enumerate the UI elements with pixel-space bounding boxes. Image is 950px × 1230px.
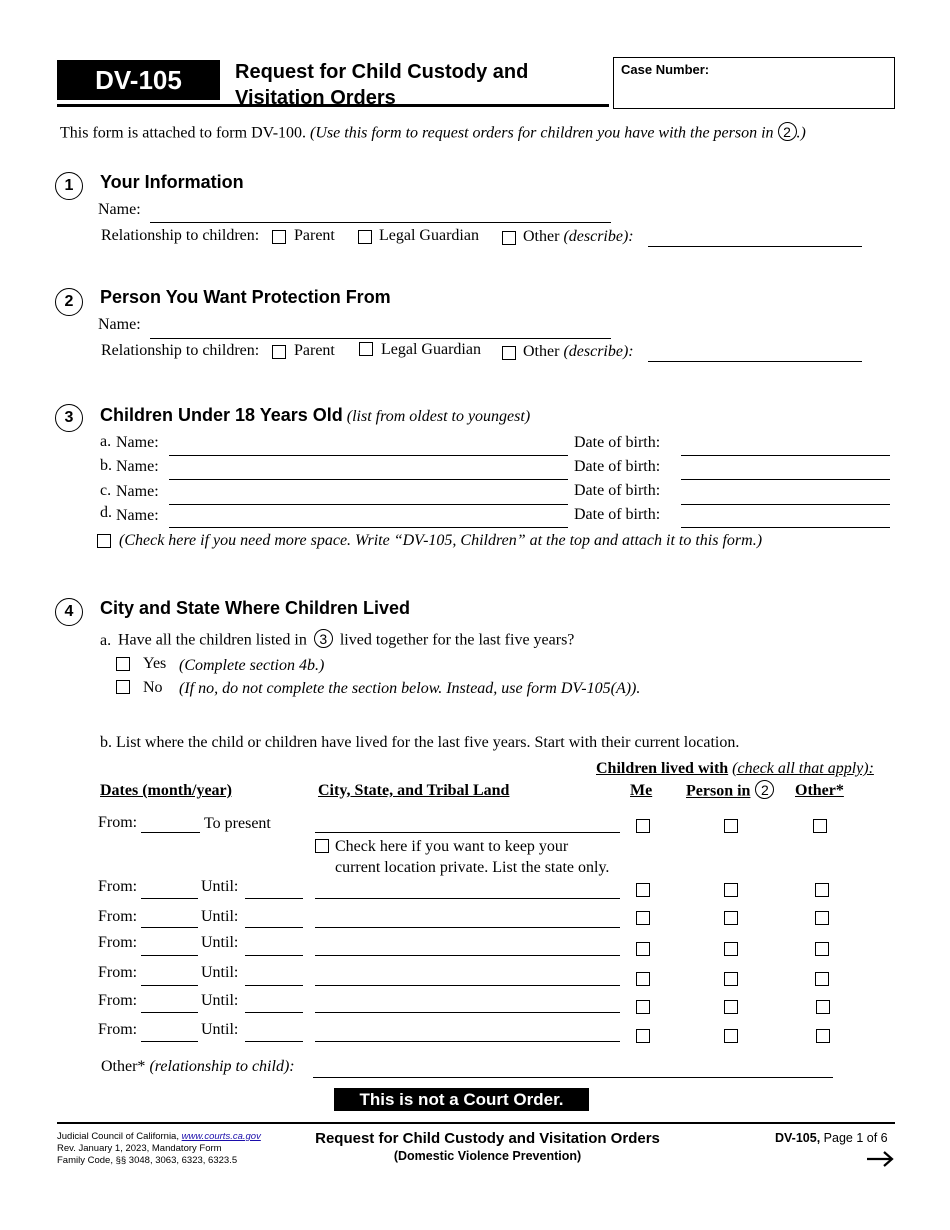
private-line-1: Check here if you want to keep your — [335, 838, 569, 855]
children-lived-with: Children lived with — [596, 760, 729, 777]
until-label: Until: — [201, 992, 239, 1009]
footer-rule — [57, 1122, 895, 1124]
col-dates-header: Dates (month/year) — [100, 782, 232, 799]
child-dob-field[interactable] — [681, 479, 890, 480]
until-field[interactable] — [245, 1012, 303, 1013]
page-title — [235, 59, 528, 111]
next-page-arrow-icon[interactable] — [866, 1149, 896, 1169]
me-checkbox[interactable] — [636, 911, 650, 925]
s1-other-checkbox[interactable] — [502, 231, 516, 245]
city-field[interactable] — [315, 955, 620, 956]
col-person-text: Person in — [686, 782, 751, 800]
child-name-field[interactable] — [169, 504, 568, 505]
person-checkbox[interactable] — [724, 942, 738, 956]
check-all-hint: (check all that apply): — [732, 760, 874, 777]
other-checkbox[interactable] — [815, 972, 829, 986]
intro-note: (Use this form to request orders for children you have with the person in — [310, 124, 774, 142]
intro-main: This form is attached to form DV-100. — [60, 124, 307, 142]
yes-checkbox[interactable] — [116, 657, 130, 671]
s4a-question — [118, 629, 574, 650]
person-checkbox[interactable] — [724, 883, 738, 897]
other-checkbox[interactable] — [813, 819, 827, 833]
s2-parent-checkbox[interactable] — [272, 345, 286, 359]
s4a-question-end: lived together for the last five years? — [339, 631, 575, 649]
section-4-number: 4 — [55, 598, 83, 626]
s2-other-checkbox[interactable] — [502, 346, 516, 360]
s4a-letter: a. — [100, 632, 112, 649]
s1-other-label — [523, 228, 634, 246]
s2-name-field[interactable] — [150, 338, 611, 339]
until-label: Until: — [201, 908, 239, 925]
until-field[interactable] — [245, 985, 303, 986]
s4b-instruction: b. List where the child or children have lived for the last five years. Start with their current location. — [100, 734, 740, 751]
ref-circle-3: 3 — [314, 629, 333, 648]
until-label: Until: — [201, 878, 239, 895]
me-checkbox[interactable] — [636, 942, 650, 956]
me-checkbox[interactable] — [636, 1029, 650, 1043]
footer-council: Judicial Council of California, — [57, 1131, 179, 1142]
case-number-box[interactable] — [613, 57, 895, 109]
s2-name-label: Name: — [98, 316, 141, 333]
child-dob-field[interactable] — [681, 455, 890, 456]
until-field[interactable] — [245, 955, 303, 956]
until-field[interactable] — [245, 927, 303, 928]
s1-other-text: Other — [523, 228, 560, 245]
child-letter: c. — [100, 482, 112, 499]
s1-other-field[interactable] — [648, 246, 862, 247]
me-checkbox[interactable] — [636, 883, 650, 897]
me-checkbox[interactable] — [636, 1000, 650, 1014]
section-4-title: City and State Where Children Lived — [100, 598, 411, 618]
city-field[interactable] — [315, 1012, 620, 1013]
col-person-header — [686, 780, 774, 801]
from-label: From: — [98, 964, 138, 981]
from-field[interactable] — [141, 898, 198, 899]
yes-note: (Complete section 4b.) — [179, 657, 325, 674]
title-line-2: Visitation Orders — [235, 87, 396, 109]
person-checkbox[interactable] — [724, 1000, 738, 1014]
s2-other-field[interactable] — [648, 361, 862, 362]
section-3-number: 3 — [55, 404, 83, 432]
footer-subtitle: (Domestic Violence Prevention) — [393, 1149, 582, 1163]
section-1-number: 1 — [55, 172, 83, 200]
section-2-number: 2 — [55, 288, 83, 316]
from-field[interactable] — [141, 1041, 198, 1042]
s1-guardian-checkbox[interactable] — [358, 230, 372, 244]
footer-line-1 — [57, 1131, 261, 1143]
s2-other-label — [523, 343, 634, 361]
s2-guardian-checkbox[interactable] — [359, 342, 373, 356]
person-checkbox[interactable] — [724, 1029, 738, 1043]
from-field[interactable] — [141, 985, 198, 986]
from-field[interactable] — [141, 955, 198, 956]
other-relationship-field[interactable] — [313, 1077, 833, 1078]
person-checkbox[interactable] — [724, 911, 738, 925]
until-field[interactable] — [245, 898, 303, 899]
footer-line-3: Family Code, §§ 3048, 3063, 6323, 6323.5 — [57, 1155, 238, 1166]
banner-text: This is not a Court Order. — [359, 1089, 564, 1109]
city-field[interactable] — [315, 927, 620, 928]
page-number: Page 1 of 6 — [823, 1131, 888, 1145]
more-space-label: (Check here if you need more space. Write “DV-105, Children” at the top and attach it to this form.) — [119, 532, 763, 549]
private-line-2: current location private. List the state only. — [335, 859, 610, 876]
ref-circle-2: 2 — [778, 122, 797, 141]
s2-guardian-label: Legal Guardian — [381, 341, 481, 358]
from-field[interactable] — [141, 1012, 198, 1013]
col-me-header: Me — [630, 782, 653, 799]
form-id: DV-105 — [95, 64, 182, 95]
s2-relationship-label: Relationship to children: — [101, 342, 260, 359]
case-number-label: Case Number: — [621, 62, 710, 77]
s1-parent-label: Parent — [294, 227, 335, 244]
from-label: From: — [98, 934, 138, 951]
footer-page — [775, 1131, 888, 1145]
s1-guardian-label: Legal Guardian — [379, 227, 479, 244]
footer-line-2: Rev. January 1, 2023, Mandatory Form — [57, 1143, 222, 1154]
child-name-label: Name: — [116, 507, 159, 524]
me-checkbox[interactable] — [636, 972, 650, 986]
from-label: From: — [98, 878, 138, 895]
form-id-box — [57, 60, 220, 100]
from-label: From: — [98, 1021, 138, 1038]
person-checkbox[interactable] — [724, 819, 738, 833]
other-rel-hint: (relationship to child): — [149, 1058, 295, 1075]
footer-form-id: DV-105, — [775, 1131, 821, 1145]
private-location-label — [335, 836, 609, 878]
from-label: From: — [98, 908, 138, 925]
s2-other-hint: (describe): — [563, 343, 634, 360]
other-checkbox[interactable] — [816, 1000, 830, 1014]
child-dob-label: Date of birth: — [574, 458, 661, 475]
s1-name-field[interactable] — [150, 222, 611, 223]
child-dob-label: Date of birth: — [574, 506, 661, 523]
child-dob-label: Date of birth: — [574, 482, 661, 499]
more-space-checkbox[interactable] — [97, 534, 111, 548]
courts-link[interactable]: www.courts.ca.gov — [181, 1131, 261, 1142]
s1-other-hint: (describe): — [563, 228, 634, 245]
s1-name-label: Name: — [98, 201, 141, 218]
intro-text — [60, 122, 806, 143]
child-dob-label: Date of birth: — [574, 434, 661, 451]
city-field[interactable] — [315, 1041, 620, 1042]
to-present-label: To present — [204, 815, 271, 832]
child-name-label: Name: — [116, 434, 159, 451]
no-checkbox[interactable] — [116, 680, 130, 694]
section-3-subtitle: (list from oldest to youngest) — [346, 408, 531, 425]
other-checkbox[interactable] — [815, 911, 829, 925]
not-court-order-banner — [334, 1088, 589, 1111]
yes-label: Yes — [143, 655, 167, 672]
section-3-title: Children Under 18 Years Old — [100, 405, 343, 425]
child-dob-field[interactable] — [681, 504, 890, 505]
ref-circle-2-col: 2 — [755, 780, 774, 799]
child-name-label: Name: — [116, 458, 159, 475]
from-field[interactable] — [141, 927, 198, 928]
child-letter: d. — [100, 504, 112, 521]
person-checkbox[interactable] — [724, 972, 738, 986]
until-label: Until: — [201, 934, 239, 951]
from-label: From: — [98, 992, 138, 1009]
no-note: (If no, do not complete the section below. Instead, use form DV-105(A)). — [179, 680, 641, 697]
city-field[interactable] — [315, 832, 620, 833]
other-checkbox[interactable] — [815, 942, 829, 956]
s4a-question-start: Have all the children listed in — [118, 631, 307, 649]
intro-note-end: .) — [796, 124, 806, 142]
city-field[interactable] — [315, 898, 620, 899]
child-dob-field[interactable] — [681, 527, 890, 528]
s2-other-text: Other — [523, 343, 560, 360]
private-location-checkbox[interactable] — [315, 839, 329, 853]
city-field[interactable] — [315, 985, 620, 986]
section-3-heading — [100, 405, 530, 426]
s2-parent-label: Parent — [294, 342, 335, 359]
other-relationship-label — [101, 1058, 295, 1076]
from-label: From: — [98, 814, 138, 831]
children-lived-with-heading — [596, 760, 874, 778]
no-label: No — [143, 679, 163, 696]
child-name-field[interactable] — [169, 527, 568, 528]
until-label: Until: — [201, 1021, 239, 1038]
s1-parent-checkbox[interactable] — [272, 230, 286, 244]
other-checkbox[interactable] — [816, 1029, 830, 1043]
child-name-field[interactable] — [169, 455, 568, 456]
section-2-title: Person You Want Protection From — [100, 287, 391, 307]
child-letter: a. — [100, 433, 112, 450]
footer-title: Request for Child Custody and Visitation Orders — [315, 1130, 660, 1147]
child-name-label: Name: — [116, 483, 159, 500]
until-label: Until: — [201, 964, 239, 981]
child-name-field[interactable] — [169, 479, 568, 480]
from-field[interactable] — [141, 832, 200, 833]
me-checkbox[interactable] — [636, 819, 650, 833]
until-field[interactable] — [245, 1041, 303, 1042]
section-1-title: Your Information — [100, 172, 244, 192]
child-letter: b. — [100, 457, 112, 474]
footer-left — [57, 1131, 261, 1167]
col-other-header: Other* — [795, 782, 844, 799]
s1-relationship-label: Relationship to children: — [101, 227, 260, 244]
other-rel-text: Other* — [101, 1058, 146, 1075]
col-city-header: City, State, and Tribal Land — [318, 782, 510, 799]
other-checkbox[interactable] — [815, 883, 829, 897]
title-line-1: Request for Child Custody and — [235, 61, 529, 83]
footer-center — [280, 1130, 695, 1163]
